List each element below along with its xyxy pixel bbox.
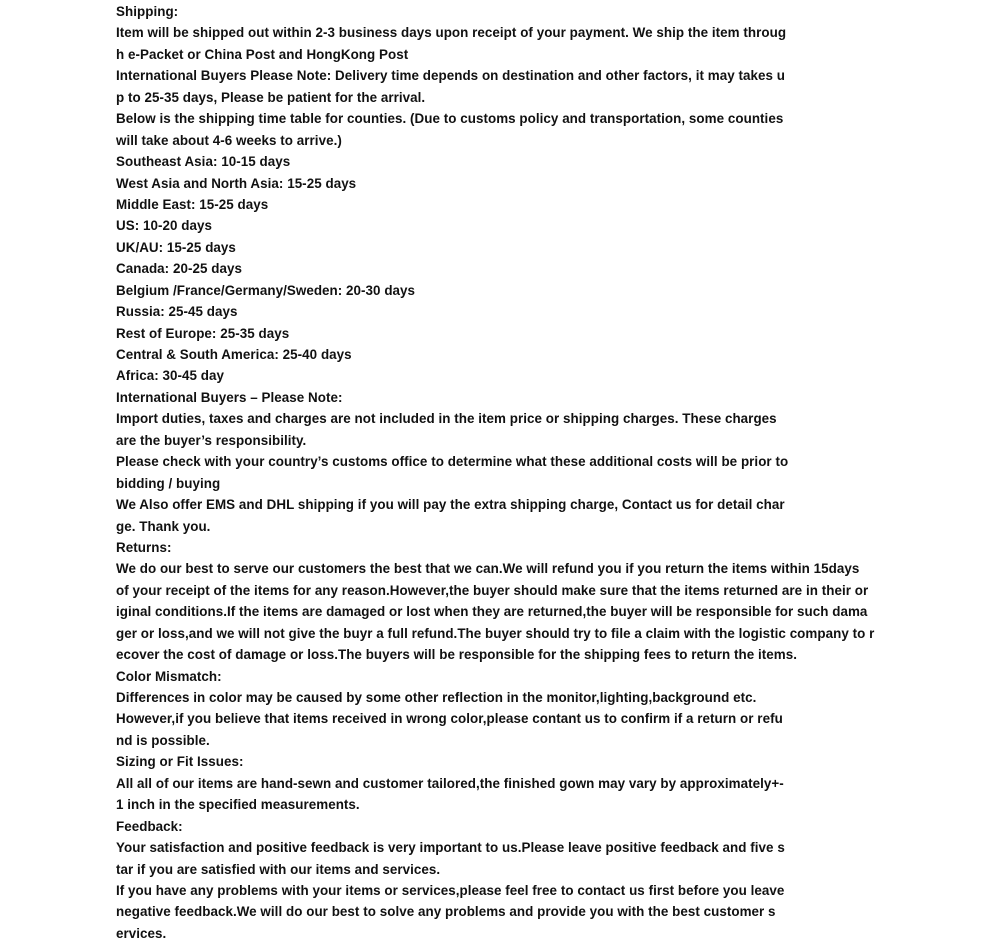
text-line: We do our best to serve our customers the best that we can.We will refund you if you return the items within 15days [116,561,860,577]
color-mismatch-heading: Color Mismatch: [116,668,222,684]
text-line: All all of our items are hand-sewn and customer tailored,the finished gown may vary by approximately+- [116,775,784,791]
text-line: bidding / buying [116,475,221,491]
text-line: Import duties, taxes and charges are not included in the item price or shipping charges. These charges [116,411,777,427]
shipping-time-row: Southeast Asia: 10-15 days [116,154,291,170]
text-line: ervices. [116,925,167,941]
policy-document [116,1,874,944]
shipping-heading: Shipping: [116,4,179,19]
shipping-time-row: Central & South America: 25-40 days [116,347,352,362]
shipping-time-row: Canada: 20-25 days [116,261,242,277]
feedback-heading: Feedback: [116,818,183,834]
international-buyers-heading: International Buyers – Please Note: [116,389,343,405]
text-line: Item will be shipped out within 2-3 business days upon receipt of your payment. We ship the item throug [116,25,787,41]
shipping-time-row: Africa: 30-45 day [116,368,225,384]
shipping-time-row: UK/AU: 15-25 days [116,239,236,255]
text-line: p to 25-35 days, Please be patient for the arrival. [116,89,426,105]
text-line: nd is possible. [116,732,210,748]
shipping-time-row: US: 10-20 days [116,218,212,234]
shipping-time-row: Middle East: 15-25 days [116,196,269,212]
text-line: ecover the cost of damage or loss.The buyers will be responsible for the shipping fees to return the items. [116,647,797,663]
text-line: ger or loss,and we will not give the buyr a full refund.The buyer should try to file a claim with the logistic company to r [116,625,875,641]
shipping-time-row: Russia: 25-45 days [116,304,238,320]
text-line: tar if you are satisfied with our items and services. [116,861,441,877]
shipping-time-row: Rest of Europe: 25-35 days [116,325,290,341]
sizing-heading: Sizing or Fit Issues: [116,754,244,770]
text-line: However,if you believe that items received in wrong color,please contant us to confirm if a return or refu [116,711,783,727]
text-line: International Buyers Please Note: Delivery time depends on destination and other factors, it may takes u [116,68,785,84]
text-line: are the buyer’s responsibility. [116,432,307,448]
text-line: If you have any problems with your items or services,please feel free to contact us first before you leave [116,882,785,898]
text-line: ge. Thank you. [116,518,211,534]
text-line: will take about 4-6 weeks to arrive.) [116,132,342,148]
text-line: Below is the shipping time table for counties. (Due to customs policy and transportation, some counties [116,111,784,127]
text-line: h e-Packet or China Post and HongKong Post [116,46,409,62]
text-line: Your satisfaction and positive feedback is very important to us.Please leave positive feedback and five s [116,840,785,856]
text-line: iginal conditions.If the items are damaged or lost when they are returned,the buyer will be responsible for such dama [116,604,868,620]
returns-heading: Returns: [116,539,172,555]
text-line: of your receipt of the items for any reason.However,the buyer should make sure that the items returned are in their or [116,582,869,598]
text-line: negative feedback.We will do our best to solve any problems and provide you with the best customer s [116,904,776,920]
text-line: Please check with your country’s customs office to determine what these additional costs will be prior to [116,454,789,470]
text-line: 1 inch in the specified measurements. [116,797,360,813]
text-line: We Also offer EMS and DHL shipping if you will pay the extra shipping charge, Contact us for detail char [116,497,785,513]
shipping-time-row: Belgium /France/Germany/Sweden: 20-30 days [116,282,416,298]
shipping-time-row: West Asia and North Asia: 15-25 days [116,175,357,191]
text-line: Differences in color may be caused by some other reflection in the monitor,lighting,background etc. [116,690,757,705]
